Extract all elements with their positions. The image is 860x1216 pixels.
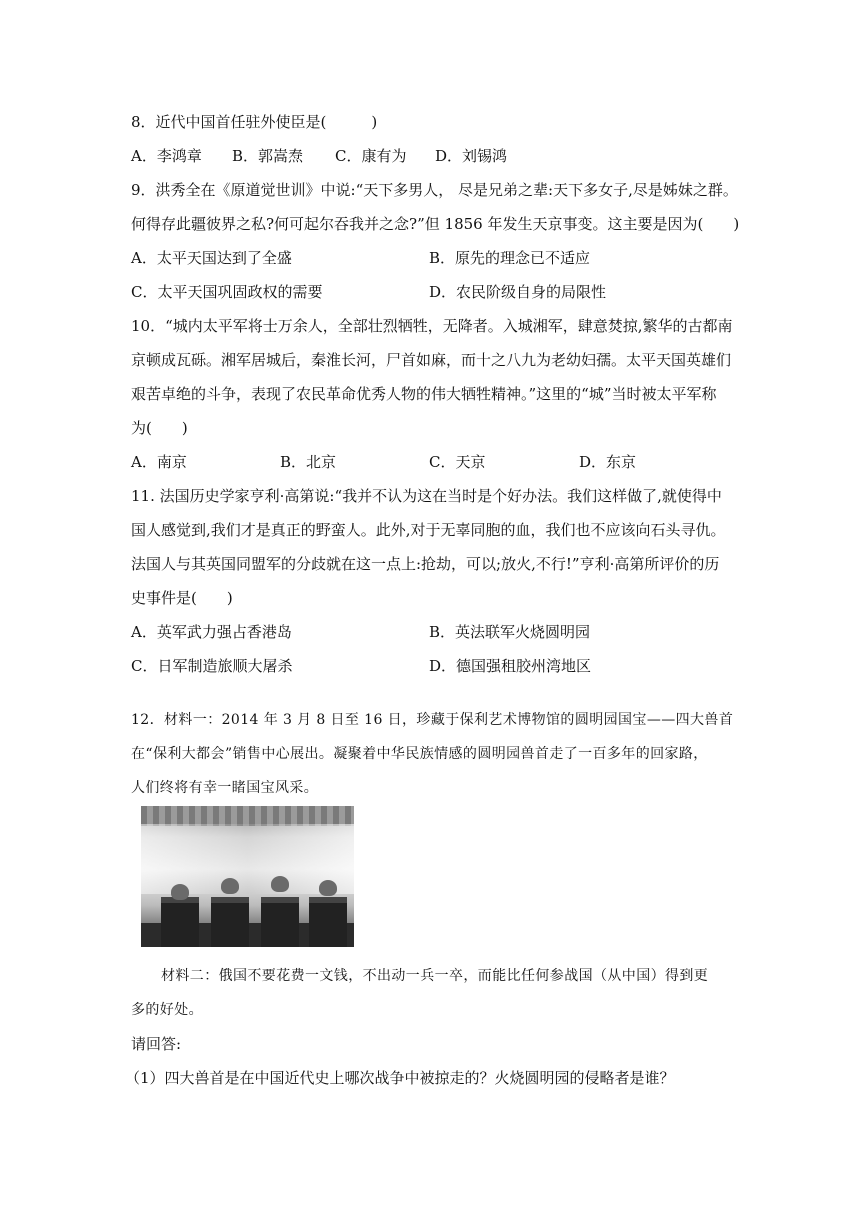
q12-material2-line-1: 材料二：俄国不要花费一文钱，不出动一兵一卒，而能比任何参战国（从中国）得到更: [161, 968, 709, 984]
q9-stem-line-1: 9．洪秀全在《原道觉世训》中说:“天下多男人， 尽是兄弟之辈:天下多女子,尽是姊妹之群。: [131, 181, 738, 199]
q8-stem: 8．近代中国首任驻外使臣是( ): [131, 113, 378, 131]
q10-option-a: A．南京: [131, 453, 187, 471]
q9-stem-line-2: 何得存此疆彼界之私?何可起尔吞我并之念?”但 1856 年发生天京事变。这主要是因为( ): [131, 215, 740, 233]
q12-material1-line-3: 人们终将有幸一睹国宝风采。: [131, 780, 319, 796]
q10-stem-line-3: 艰苦卓绝的斗争，表现了农民革命优秀人物的伟大牺牲精神。”这里的“城”当时被太平军称: [131, 385, 717, 403]
q9-option-a: A．太平天国达到了全盛: [131, 249, 292, 267]
q12-material1-line-1: 12．材料一：2014 年 3 月 8 日至 16 日，珍藏于保利艺术博物馆的圆明园国宝——四大兽首: [131, 712, 734, 728]
q11-option-c: C．日军制造旅顺大屠杀: [131, 657, 293, 675]
q10-stem-line-4: 为( ): [131, 419, 188, 437]
q8-option-b: B．郭嵩焘: [232, 147, 304, 165]
q8-option-d: D．刘锡鸿: [435, 147, 508, 165]
q10-option-d: D．东京: [579, 453, 637, 471]
q10-stem-line-1: 10．“城内太平军将士万余人，全部壮烈牺牲，无降者。入城湘军，肆意焚掠,繁华的古都南: [131, 317, 733, 335]
q11-option-b: B．英法联军火烧圆明园: [429, 623, 591, 641]
q11-stem-line-4: 史事件是( ): [131, 589, 233, 607]
q8-option-c: C．康有为: [335, 147, 407, 165]
bronze-heads-exhibition-photo: [141, 806, 354, 947]
q11-option-a: A．英军武力强占香港岛: [131, 623, 292, 641]
q10-option-c: C．天京: [429, 453, 486, 471]
q11-option-d: D．德国强租胶州湾地区: [429, 657, 592, 675]
q10-stem-line-2: 京顿成瓦砾。湘军居城后，秦淮长河，尸首如麻，而十之八九为老幼妇孺。太平天国英雄们: [131, 351, 732, 369]
q11-stem-line-2: 国人感觉到,我们才是真正的野蛮人。此外,对于无辜同胞的血，我们也不应该向石头寻仇。: [131, 521, 726, 539]
q12-material2-line-2: 多的好处。: [131, 1002, 203, 1018]
q11-stem-line-1: 11. 法国历史学家亨利·高第说:“我并不认为这在当时是个好办法。我们这样做了,就使得中: [131, 487, 722, 505]
q12-prompt: 请回答:: [131, 1035, 182, 1053]
q10-option-b: B．北京: [280, 453, 337, 471]
q12-sub-question-1: （1）四大兽首是在中国近代史上哪次战争中被掠走的？火烧圆明园的侵略者是谁？: [125, 1069, 675, 1087]
q9-option-b: B．原先的理念已不适应: [429, 249, 591, 267]
q8-option-a: A．李鸿章: [131, 147, 202, 165]
q11-stem-line-3: 法国人与其英国同盟军的分歧就在这一点上:抢劫，可以;放火,不行!”亨利·高第所评价的历: [131, 555, 720, 573]
q9-option-c: C．太平天国巩固政权的需要: [131, 283, 323, 301]
q9-option-d: D．农民阶级自身的局限性: [429, 283, 607, 301]
q12-material1-line-2: 在“保利大都会”销售中心展出。凝聚着中华民族情感的圆明园兽首走了一百多年的回家路，: [131, 746, 708, 762]
